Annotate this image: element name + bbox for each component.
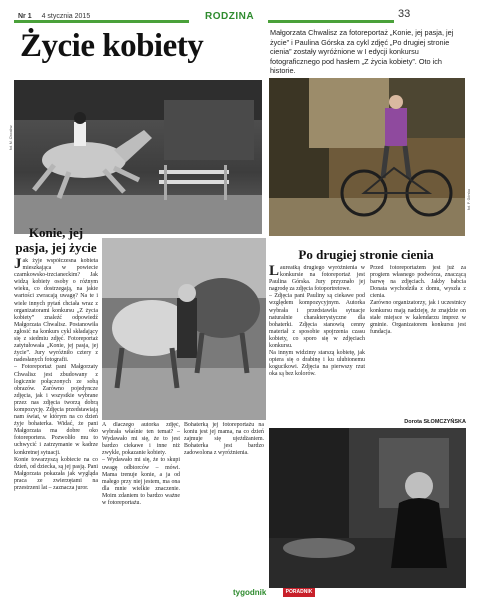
footer-badge: PORADNIK <box>283 588 315 597</box>
story-right-dropcap: L <box>269 265 280 279</box>
issue-number: Nr 1 <box>18 13 32 20</box>
issue-date: 4 stycznia 2015 <box>41 13 91 20</box>
story-left-text6: Bohaterką jej fotoreportażu na koniu jest jej mama, na co dzień zajmuje się ujeżdżaniem. Bohaterka jest bardzo zadowolona z wyróżnienia. <box>184 422 264 457</box>
story-left-col2 <box>102 422 180 594</box>
story-left-heading: Konie, jej pasja, jej życie <box>15 225 97 255</box>
article-title: Życie kobiety <box>20 28 204 64</box>
photo-credit-left: fot. M. Chwalisz <box>9 125 13 150</box>
story-left-text3: Konie towarzyszą kobiecie na co dzień, od dziecka, są jej pasją. Pani Małgorzata pokazała jak wygląda praca ze zwierzętami na przestrzeni lat – zaznacza juror. <box>14 456 98 491</box>
section-tag: RODZINA <box>205 11 255 22</box>
story-right-byline: Dorota SŁOMCZYŃSKA <box>404 419 466 425</box>
story-right-text5: Zarówno organizatorzy, jak i uczestnicy konkursu mają nadzieję, że znajdzie on stałe miejsce w kalendarzu imprez w gminie. Organizatorem konkursu jest fundacja. <box>370 300 466 335</box>
story-right-col2 <box>370 265 466 415</box>
footer-logo: tygodnik <box>233 588 267 597</box>
story-right-heading: Po drugiej stronie cienia <box>298 247 434 262</box>
story-left-text5: – Wydawało mi się, że to skupi uwagę odbiorców – mówi. Mama trenuje konie, a ja od małego przy niej jestem, ma ona dla mnie wielkie znaczenie. Moim zdaniem to bardzo ważne w fotoreportażu. <box>102 457 180 507</box>
story-right-text4: Przed fotoreportażem jest już za progiem własnego podwórza, znaczącą barwę na zdjęciach. Jakby babcia Donata wychodziła z domu, wyszła z cienia. <box>370 265 466 300</box>
story-left-text4: A dlaczego autorka zdjęć, wybrała właśnie ten temat? – Wydawało mi się, że to jest bardzo ciekawe i inne niż zwykle, pokazanie kobiety. <box>102 422 180 457</box>
page-number: 33 <box>398 8 411 20</box>
photo-credit-right: fot. P. Górska <box>467 189 471 210</box>
story-left-text2: – Fotoreportaż pani Małgorzaty Chwalisz jest zbudowany z logicznie połączonych ze sobą obrazów. Zarówno pojedyncze zdjęcia, jak i wszystkie wybrane przez nas zdjęcia tworzą dobrą kompozycję. Zdjęcia przedstawiają nam świat, w którym na co dzień żyje bohaterka. Widać, że pani Małgorzata ma dobre oko fotoreportera. Pozwoliło mu to uchwycić i zatrzymanie w kadrze konkretnej sytuacji. <box>14 364 98 456</box>
photo-woman-horses <box>102 238 266 420</box>
story-right-text3: Na innym widzimy starszą kobietę, jak opiera się o drabinę i ku ulubionemu kogucikowi. Zdjęcia na pierwszy rzut oka są bez kolorów. <box>269 350 365 378</box>
header-rule-left <box>14 20 189 23</box>
story-left-col3 <box>184 422 264 594</box>
story-left-col1 <box>14 258 98 593</box>
article-intro: Małgorzata Chwalisz za fotoreportaż „Konie, jej pasja, jej życie” i Paulina Górska za cykl zdjęć „Po drugiej stronie cienia” zostały wyróżnione w I edycji konkursu fotograficznego pod hasłem „Z życia kobiety”. Oto ich historie. <box>270 28 454 75</box>
header-rule-right <box>268 20 394 23</box>
story-right-text1: aureatką drugiego wyróżnienia w konkursie na fotoreportaż jest Paulina Górska. Jury przyznało jej nagrodę za zdjęcia fotoportretowe. <box>269 265 365 293</box>
issue-info <box>18 13 90 20</box>
story-left-dropcap: J <box>14 258 22 272</box>
photo-woman-interior <box>269 428 466 588</box>
photo-woman-bicycle <box>269 78 465 236</box>
story-right-col1 <box>269 265 365 415</box>
story-left-text1: ak żyje współczesna kobieta mieszkająca w powiecie czarnkowsko-trzcianeckim? Jak widzą kobiety osoby o różnym wieku, co dostrzegają, na jakie wartości zwracają uwagę? Na te i wiele innych pytań chciała wraz z organizatorami konkursu „Z życia kobiety” znaleźć odpowiedź Małgorzata Chwalisz. Postanowiła zgłosić na konkurs cykl składający się z siedmiu zdjęć. Fotoreportaż zatytułowała „Konie, jej pasja, jej życie”. Jury wyróżniło cztery z nadesłanych fotografii. <box>14 258 98 364</box>
story-right-text2: – Zdjęcia pani Pauliny są ciekawe pod względem kompozycyjnym. Autorka wybrała i przedstawiła sytuacje naturalnie charakterystyczne dla bohaterki. Zdjęcia stanowią cenny materiał z sposobie spojrzenia czasu kobiety, co sporo się w zdjęciach konkursu. <box>269 293 365 350</box>
photo-horse-jump <box>14 80 262 234</box>
